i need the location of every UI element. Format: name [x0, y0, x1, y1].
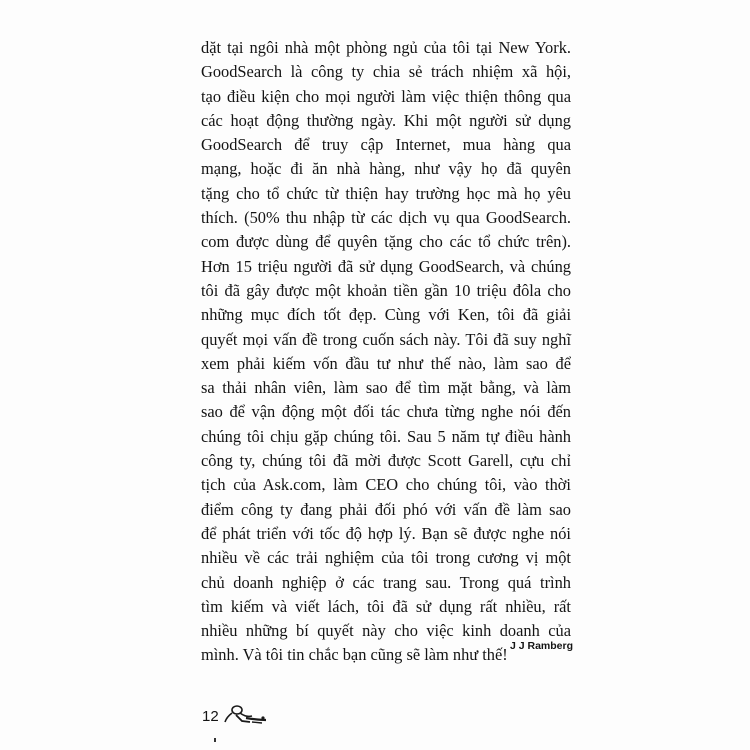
text-line-14: xem phải kiếm vốn đầu tư như thế nào, làm sao để [201, 353, 571, 373]
text-line-7: tặng cho tổ chức từ thiện hay trường học mà họ yêu [201, 183, 571, 203]
text-line-9: com được dùng để quyên tặng cho các tổ chức trên). [201, 232, 571, 252]
text-line-16: sao để vận động một đối tác chưa từng nghe nói đến [201, 402, 571, 422]
text-line-23: chủ doanh nghiệp ở các trang sau. Trong quá trình [201, 572, 571, 592]
running-figure-ornament-icon [222, 704, 268, 726]
text-line-11: tôi đã gây được một khoản tiền gần 10 triệu đôla cho [201, 280, 571, 300]
text-line-12: những mục đích tốt đẹp. Cùng với Ken, tôi đã giải [201, 305, 571, 325]
body-text [201, 36, 574, 668]
text-line-8: thích. (50% thu nhập từ các dịch vụ qua GoodSearch. [201, 208, 571, 228]
text-line-22: nhiều về các trải nghiệm của tôi trong cương vị một [201, 548, 571, 568]
text-line-24: tìm kiếm và viết lách, tôi đã sử dụng rất nhiều, rất [201, 596, 571, 616]
text-line-2: GoodSearch là công ty chia sẻ trách nhiệm xã hội, [201, 62, 571, 82]
text-line-3: tạo điều kiện cho mọi người làm việc thiện thông qua [201, 86, 571, 106]
text-line-10: Hơn 15 triệu người đã sử dụng GoodSearch, và chúng [201, 256, 571, 276]
text-line-21: để phát triển với tốc độ hợp lý. Bạn sẽ được nghe nói [201, 523, 571, 543]
page-number: 12 [202, 708, 219, 725]
text-line-5: GoodSearch để truy cập Internet, mua hàng qua [201, 135, 571, 155]
text-line-4: các hoạt động thường ngày. Khi một người sử dụng [201, 110, 571, 130]
author-signature: J J Ramberg [510, 640, 574, 652]
text-line-26: mình. Và tôi tin chắc bạn cũng sẽ làm như thế! [201, 645, 508, 665]
text-line-25: nhiều những bí quyết này cho việc kinh doanh của [201, 621, 571, 641]
text-line-1: dặt tại ngôi nhà một phòng ngủ của tôi tại New York. [201, 38, 571, 57]
text-line-17: chúng tôi chịu gặp chúng tôi. Sau 5 năm tự điều hành [201, 426, 571, 446]
text-line-15: sa thải nhân viên, làm sao để tìm mặt bằng, và làm [201, 378, 571, 398]
text-line-18: công ty, chúng tôi đã mời được Scott Garell, cựu chỉ [201, 451, 571, 471]
page-edge-mark [214, 738, 216, 742]
text-line-20: điểm công ty đang phải đối phó với vấn đề làm sao [201, 499, 571, 519]
text-line-19: tịch của Ask.com, làm CEO cho chúng tôi, vào thời [201, 475, 571, 495]
text-line-6: mạng, hoặc đi ăn nhà hàng, như vậy họ đã quyên [201, 159, 571, 179]
text-line-13: quyết mọi vấn đề trong cuốn sách này. Tôi đã suy nghĩ [201, 329, 571, 349]
